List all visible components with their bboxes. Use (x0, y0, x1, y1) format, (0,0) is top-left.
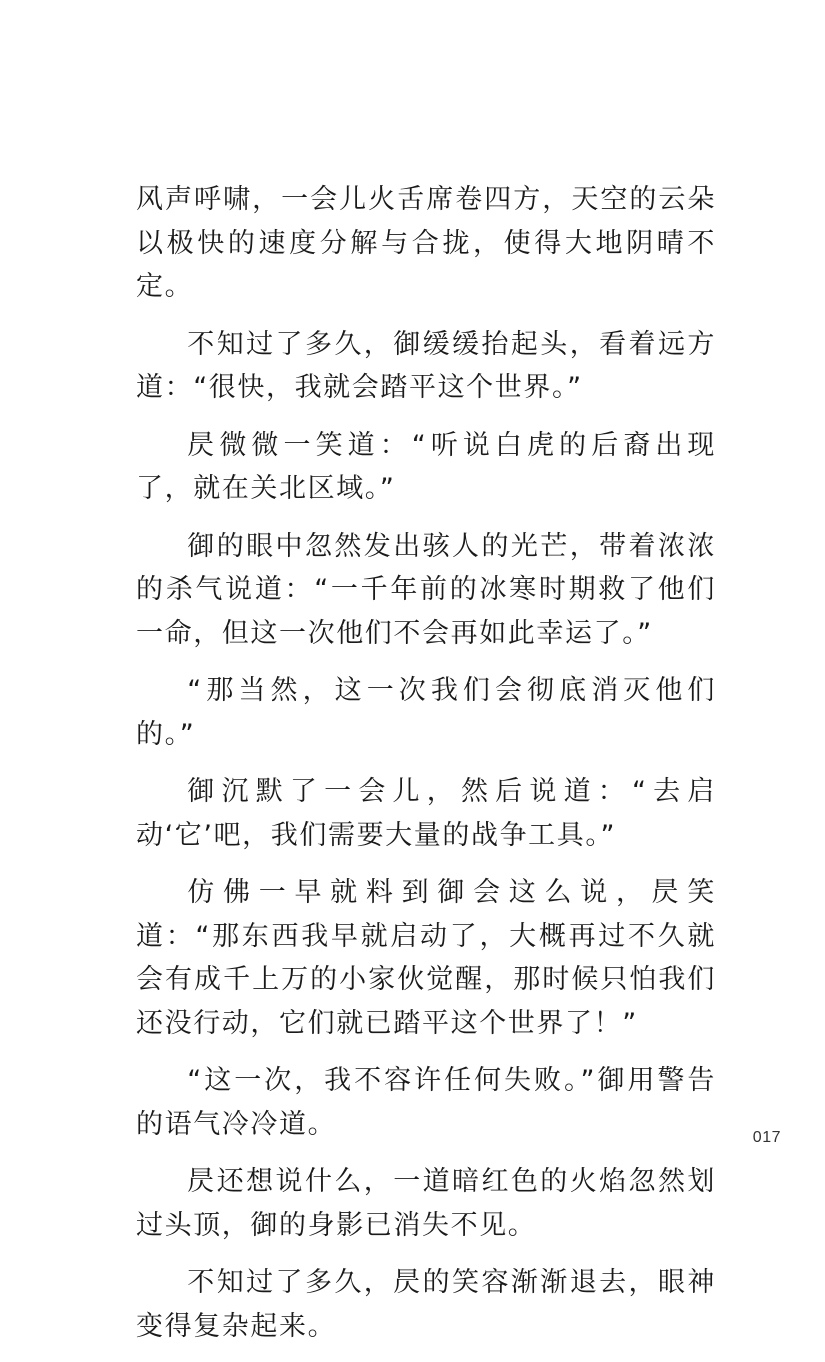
paragraph-9: 昃还想说什么，一道暗红色的火焰忽然划过头顶，御的身影已消失不见。 (136, 1166, 716, 1241)
paragraph-1: 风声呼啸，一会儿火舌席卷四方，天空的云朵以极快的速度分解与合拢，使得大地阴晴不定。 (136, 184, 716, 302)
paragraph-7: 仿佛一早就料到御会这么说，昃笑道：“那东西我早就启动了，大概再过不久就会有成千上万的小家伙觉醒，那时候只怕我们还没行动，它们就已踏平这个世界了！” (136, 877, 716, 1039)
paragraph-5: “那当然，这一次我们会彻底消灭他们的。” (136, 675, 716, 750)
paragraph-6: 御沉默了一会儿，然后说道：“去启动‘它’吧，我们需要大量的战争工具。” (136, 776, 716, 851)
paragraph-3: 昃微微一笑道：“听说白虎的后裔出现了，就在关北区域。” (136, 429, 716, 504)
paragraph-2: 不知过了多久，御缓缓抬起头，看着远方道：“很快，我就会踏平这个世界。” (136, 328, 716, 403)
body-text (136, 178, 716, 1362)
paragraph-8: “这一次，我不容许任何失败。”御用警告的语气冷冷道。 (136, 1065, 716, 1140)
page-number: 017 (752, 1129, 781, 1146)
paragraph-4: 御的眼中忽然发出骇人的光芒，带着浓浓的杀气说道：“一千年前的冰寒时期救了他们一命，但这一次他们不会再如此幸运了。” (136, 530, 716, 649)
paragraph-10: 不知过了多久，昃的笑容渐渐退去，眼神变得复杂起来。 (136, 1267, 716, 1342)
